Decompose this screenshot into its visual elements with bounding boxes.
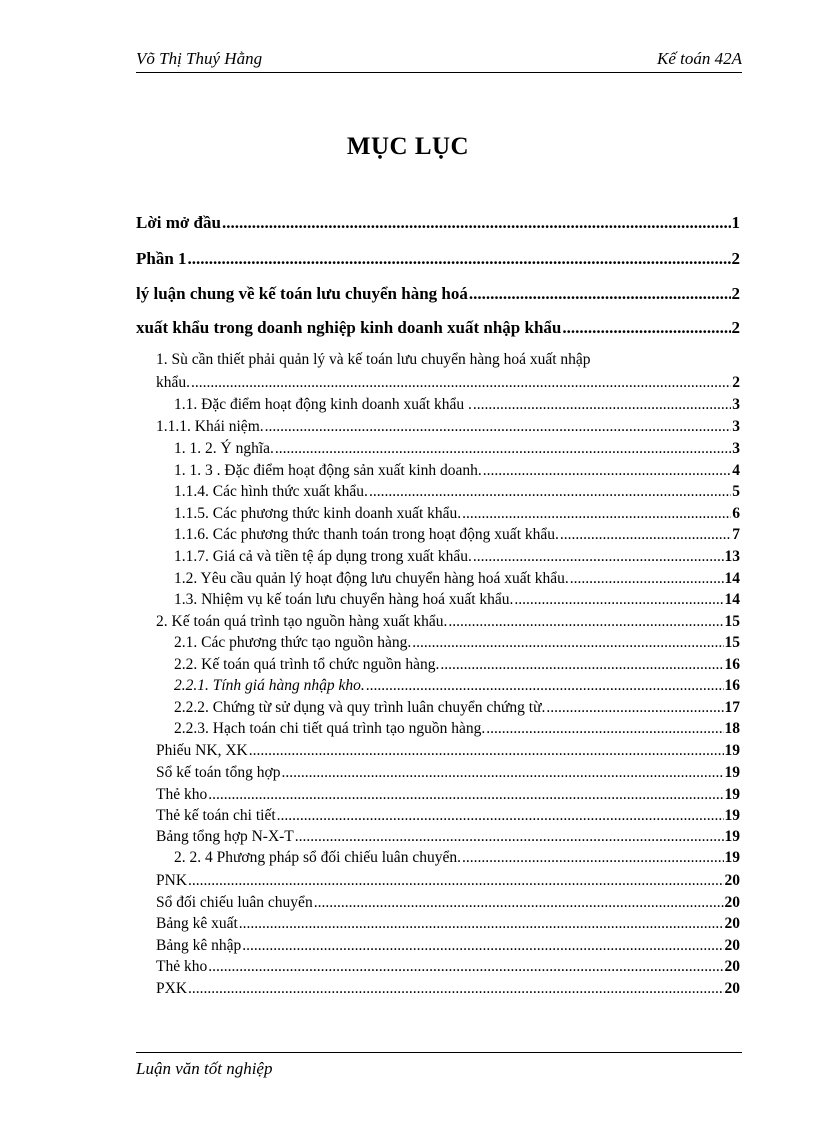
author-name: Võ Thị Thuý Hằng [136,49,263,68]
class-name: Kế toán 42A [657,49,742,68]
toc-entry[interactable]: PNK ..... 20 [156,872,740,890]
toc-entry[interactable]: 1. 1. 3 . Đặc điểm hoạt động sản xuất kinh doanh. ..... 4 [174,462,740,480]
toc-entry-first-line[interactable]: 1. Sù cần thiết phải quản lý và kế toán lưu chuyển hàng hoá xuất nhập [156,351,591,368]
toc-entry[interactable]: Sổ kế toán tổng hợp ..... 19 [156,764,740,782]
toc-entry[interactable]: Sổ đối chiếu luân chuyển ..... 20 [156,894,740,912]
toc-entry[interactable]: lý luận chung về kế toán lưu chuyển hàng hoá ..... 2 [136,284,740,304]
toc-entry[interactable]: Thẻ kho ..... 19 [156,786,740,804]
toc-entry[interactable]: 1.1.6. Các phương thức thanh toán trong hoạt động xuất khẩu. ..... 7 [174,526,740,544]
toc-entry[interactable]: 1.1.5. Các phương thức kinh doanh xuất khẩu. ..... 6 [174,505,740,523]
page-footer: Luận văn tốt nghiệp [136,1052,742,1079]
toc-entry[interactable]: Thẻ kế toán chi tiết ..... 19 [156,807,740,825]
toc-entry[interactable]: 2.2. Kế toán quá trình tổ chức nguồn hàng. ..... 16 [174,656,740,674]
toc-entry[interactable]: 1.1.4. Các hình thức xuất khẩu. ..... 5 [174,483,740,501]
toc-entry[interactable]: 2. Kế toán quá trình tạo nguồn hàng xuất khẩu. ..... 15 [156,613,740,631]
toc-entry[interactable]: 1.1. Đặc điểm hoạt động kinh doanh xuất khẩu . ..... 3 [174,396,740,414]
toc-entry[interactable]: 1.1.1. Khái niệm. ..... 3 [156,418,740,436]
toc-entry[interactable]: Thẻ kho ..... 20 [156,958,740,976]
toc-entry[interactable]: 2. 2. 4 Phương pháp sổ đối chiếu luân chuyển. ..... 19 [174,849,740,867]
toc-entry[interactable]: Bảng kê nhập ..... 20 [156,937,740,955]
toc-entry[interactable]: khẩu. ..... 2 [156,374,740,392]
toc-entry[interactable]: Bảng tổng hợp N-X-T ..... 19 [156,828,740,846]
toc-entry[interactable]: 2.2.3. Hạch toán chi tiết quá trình tạo nguồn hàng. ..... 18 [174,720,740,738]
toc-entry[interactable]: 2.1. Các phương thức tạo nguồn hàng. ..... 15 [174,634,740,652]
toc-entry[interactable]: Phần 1 ..... 2 [136,249,740,269]
toc-entry[interactable]: Lời mở đầu ..... 1 [136,213,740,233]
toc-entry[interactable]: Bảng kê xuất ..... 20 [156,915,740,933]
toc-entry[interactable]: Phiếu NK, XK ..... 19 [156,742,740,760]
toc-entry[interactable]: 1.1.7. Giá cả và tiền tệ áp dụng trong xuất khẩu. ..... 13 [174,548,740,566]
page-header [136,48,742,73]
toc-entry[interactable]: 1.2. Yêu cầu quản lý hoạt động lưu chuyển hàng hoá xuất khẩu. ..... 14 [174,570,740,588]
toc-entry[interactable]: PXK ..... 20 [156,980,740,998]
toc-entry[interactable]: 2.2.2. Chứng từ sử dụng và quy trình luân chuyển chứng từ. ..... 17 [174,699,740,717]
page-title: MỤC LỤC [346,133,470,160]
toc-entry[interactable]: xuất khẩu trong doanh nghiệp kinh doanh xuất nhập khẩu ..... 2 [136,318,740,338]
toc-entry[interactable]: 2.2.1. Tính giá hàng nhập kho. ..... 16 [174,677,740,695]
toc-entry[interactable]: 1.3. Nhiệm vụ kế toán lưu chuyển hàng hoá xuất khẩu. ..... 14 [174,591,740,609]
toc-entry[interactable]: 1. 1. 2. Ý nghĩa. ..... 3 [174,440,740,458]
